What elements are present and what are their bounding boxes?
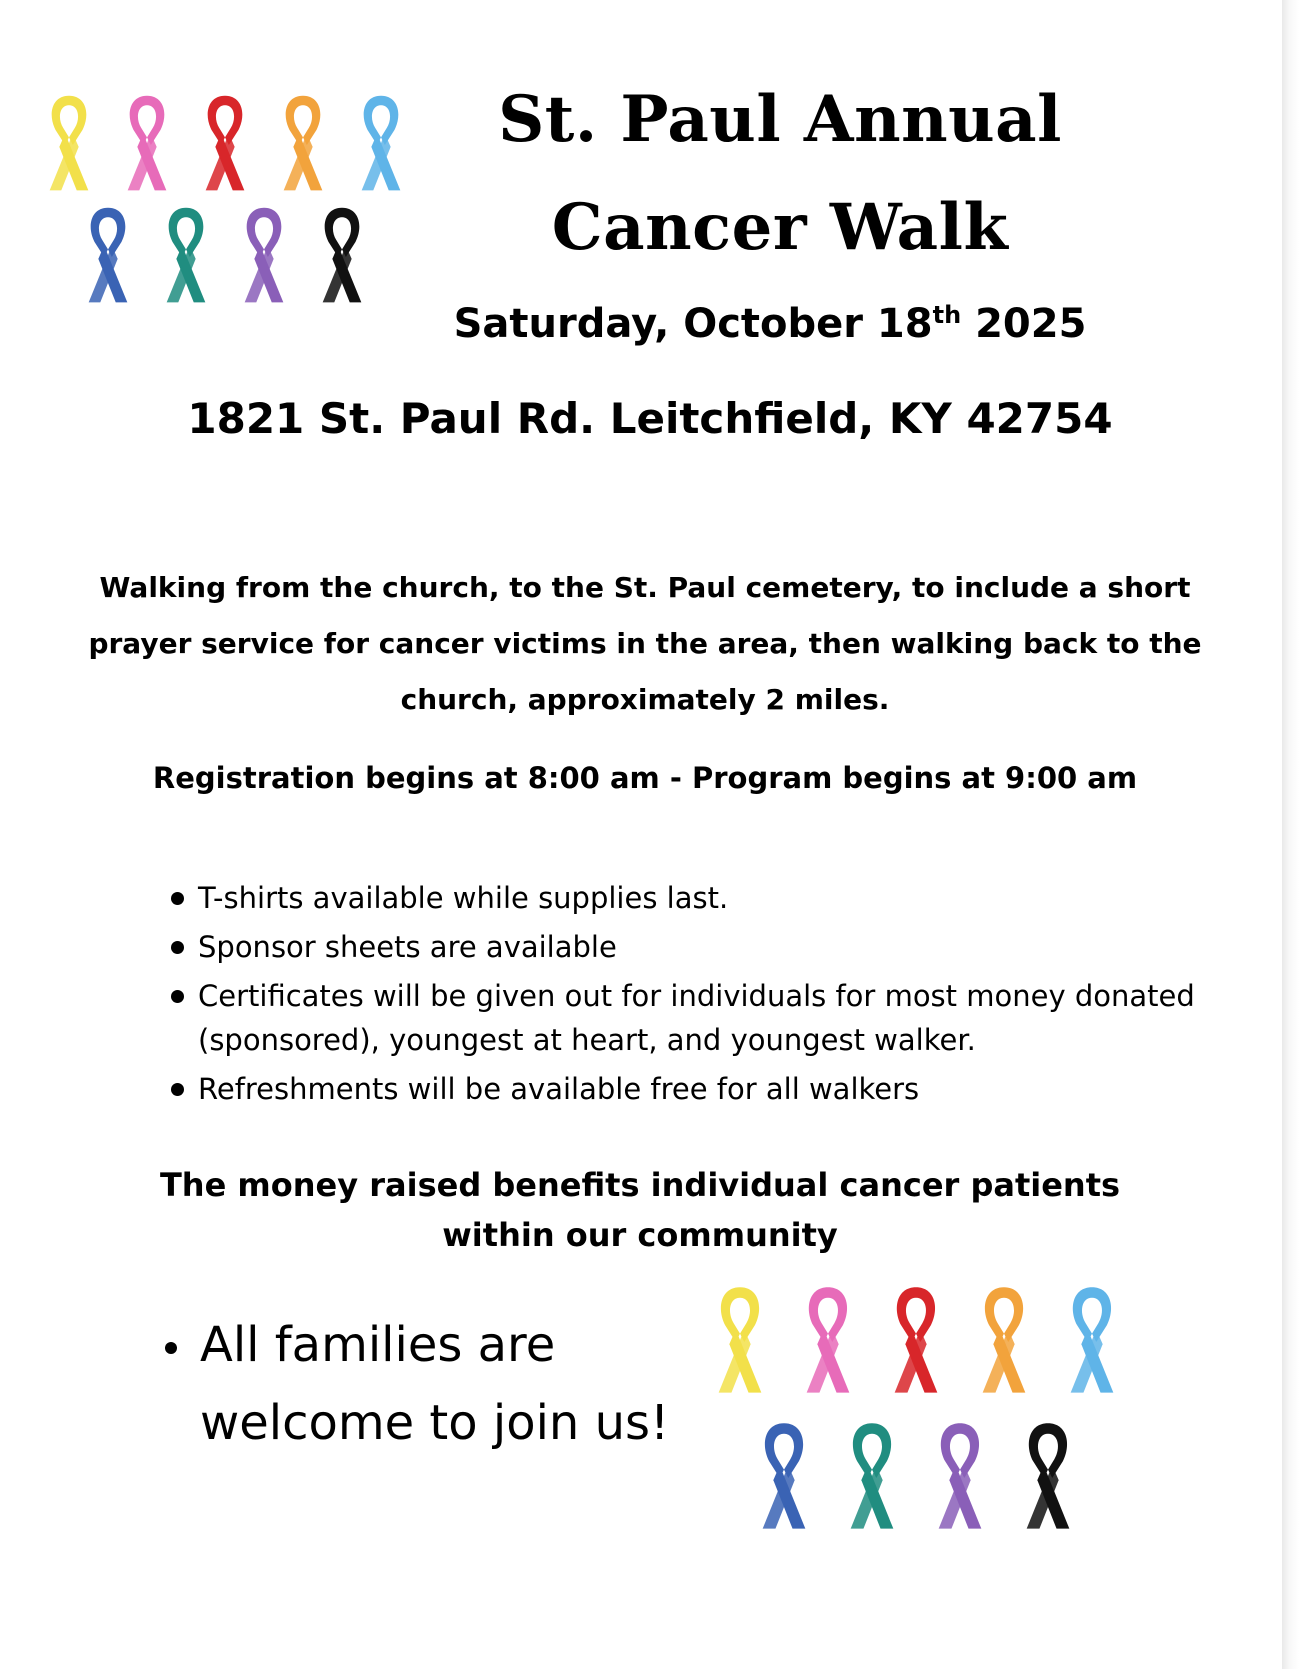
ribbon-icon bbox=[196, 92, 254, 196]
ribbon-icon bbox=[884, 1283, 948, 1399]
awareness-ribbons-top bbox=[40, 92, 420, 322]
bullet-icon bbox=[171, 1083, 184, 1096]
benefit-line-1: The money raised benefits individual cancer patients bbox=[159, 1166, 1121, 1204]
list-item-text: Certificates will be given out for individuals for most money donated (sponsored), youngest at heart, and youngest walker. bbox=[198, 979, 1195, 1057]
list-item bbox=[168, 1067, 1218, 1111]
date-year: 2025 bbox=[961, 301, 1087, 347]
bullet-icon bbox=[171, 990, 184, 1003]
welcome-message bbox=[160, 1306, 700, 1462]
walk-description: Walking from the church, to the St. Paul cemetery, to include a short prayer service for cancer victims in the area, then walking back to the church, approximately 2 miles. bbox=[88, 571, 1202, 716]
date-ordinal-suffix: th bbox=[932, 301, 962, 329]
event-date bbox=[420, 301, 1120, 347]
list-item-text: Refreshments will be available free for all walkers bbox=[198, 1072, 920, 1106]
benefit-line-2: within our community bbox=[442, 1216, 838, 1254]
event-address: 1821 St. Paul Rd. Leitchfield, KY 42754 bbox=[187, 394, 1113, 443]
date-prefix: Saturday, October 18 bbox=[453, 301, 933, 347]
ribbon-icon bbox=[840, 1419, 904, 1535]
ribbon-icon bbox=[928, 1419, 992, 1535]
title-line-2: Cancer Walk bbox=[551, 190, 1009, 265]
ribbon-icon bbox=[1060, 1283, 1124, 1399]
list-item bbox=[168, 925, 1218, 969]
details-list bbox=[168, 876, 1218, 1116]
awareness-ribbons-bottom bbox=[708, 1283, 1148, 1535]
ribbon-icon bbox=[972, 1283, 1036, 1399]
bullet-icon bbox=[171, 892, 184, 905]
ribbon-icon bbox=[157, 204, 215, 308]
list-item bbox=[168, 876, 1218, 920]
ribbon-icon bbox=[752, 1419, 816, 1535]
ribbon-icon bbox=[274, 92, 332, 196]
welcome-line-1: All families are bbox=[200, 1317, 556, 1373]
ribbon-icon bbox=[1016, 1419, 1080, 1535]
page-edge-shadow bbox=[1282, 0, 1299, 1669]
ribbon-icon bbox=[313, 204, 371, 308]
ribbon-icon bbox=[118, 92, 176, 196]
bullet-icon bbox=[165, 1342, 177, 1354]
ribbon-icon bbox=[235, 204, 293, 308]
benefit-statement bbox=[110, 1160, 1170, 1260]
title-line-1: St. Paul Annual bbox=[498, 82, 1062, 157]
welcome-line-2: welcome to join us! bbox=[200, 1395, 670, 1451]
ribbon-icon bbox=[79, 204, 137, 308]
ribbon-icon bbox=[708, 1283, 772, 1399]
list-item bbox=[168, 974, 1218, 1062]
ribbon-icon bbox=[40, 92, 98, 196]
ribbon-icon bbox=[796, 1283, 860, 1399]
schedule-line: Registration begins at 8:00 am - Program begins at 9:00 am bbox=[152, 761, 1138, 795]
list-item-text: Sponsor sheets are available bbox=[198, 930, 617, 964]
bullet-icon bbox=[171, 941, 184, 954]
list-item-text: T-shirts available while supplies last. bbox=[198, 881, 729, 915]
ribbon-icon bbox=[352, 92, 410, 196]
